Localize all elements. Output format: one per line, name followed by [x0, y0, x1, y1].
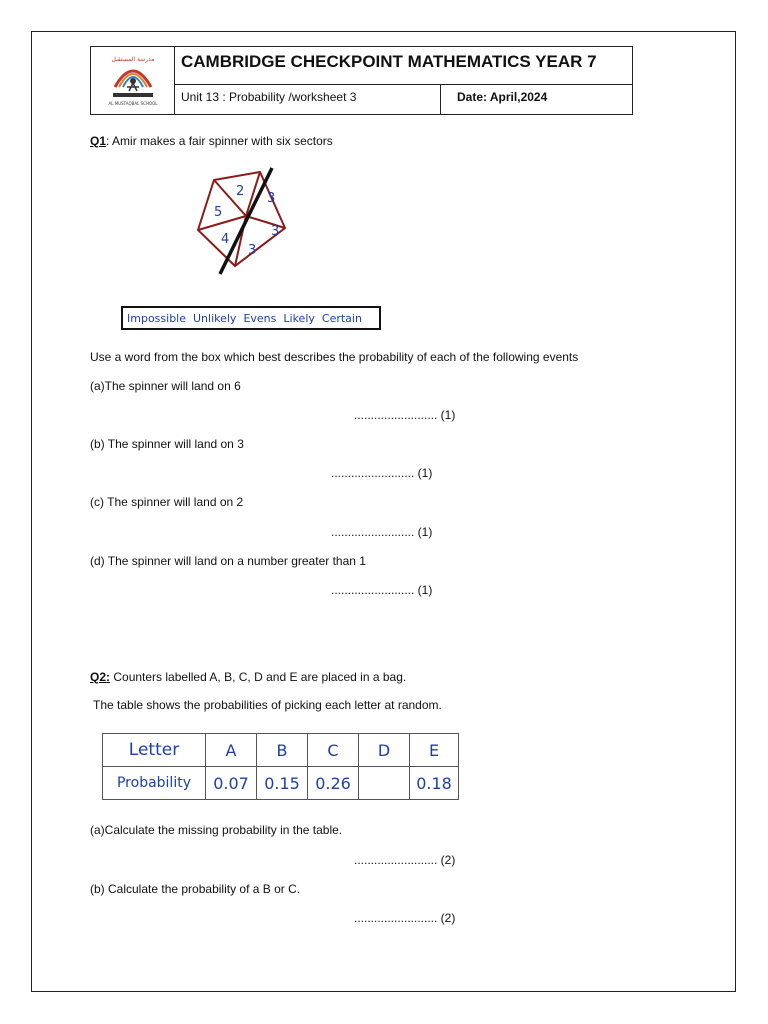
table-cell: 0.15: [257, 767, 308, 800]
table-cell: B: [257, 734, 308, 767]
q1-text: : Amir makes a fair spinner with six sectors: [106, 134, 333, 148]
probability-word-box: [121, 306, 381, 330]
table-cell: D: [359, 734, 410, 767]
word-certain: Certain: [321, 311, 362, 325]
table-cell: E: [410, 734, 459, 767]
answer-line: ......................... (1): [331, 583, 433, 597]
answer-line: ......................... (1): [354, 408, 456, 422]
table-cell: C: [308, 734, 359, 767]
table-cell: 0.07: [206, 767, 257, 800]
word-impossible: Impossible: [127, 311, 186, 325]
table-cell: 0.26: [308, 767, 359, 800]
table-header-letter: Letter: [103, 734, 206, 767]
table-row: [103, 767, 459, 800]
q1-part-b: (b) The spinner will land on 3: [90, 437, 244, 451]
q2-table-intro: The table shows the probabilities of picking each letter at random.: [93, 698, 442, 712]
table-cell: A: [206, 734, 257, 767]
q2-text: Counters labelled A, B, C, D and E are placed in a bag.: [110, 670, 407, 684]
word-evens: Evens: [243, 311, 277, 325]
spinner-sector-label: 3: [248, 243, 257, 258]
word-unlikely: Unlikely: [193, 311, 237, 325]
worksheet-title: CAMBRIDGE CHECKPOINT MATHEMATICS YEAR 7: [175, 47, 632, 85]
q1-part-a: (a)The spinner will land on 6: [90, 379, 241, 393]
table-cell-missing: [359, 767, 410, 800]
school-logo: [91, 47, 175, 114]
probability-table: [102, 733, 459, 800]
answer-line: ......................... (1): [331, 525, 433, 539]
spinner-sector-label: 4: [221, 232, 230, 247]
q1-part-c: (c) The spinner will land on 2: [90, 495, 244, 509]
date-label: Date: April,2024: [457, 90, 548, 104]
spinner-sector-label: 3: [267, 191, 276, 206]
q2-part-b: (b) Calculate the probability of a B or C.: [90, 882, 301, 896]
spinner-sector-label: 2: [236, 184, 245, 199]
answer-line: ......................... (1): [331, 466, 433, 480]
svg-text:مدرسة المستقبل: مدرسة المستقبل: [111, 56, 155, 63]
worksheet-header: [90, 46, 633, 115]
spinner-sector-label: 3: [271, 224, 280, 239]
answer-line: ......................... (2): [354, 853, 456, 867]
q2-prompt: [90, 670, 406, 684]
table-cell: 0.18: [410, 767, 459, 800]
q1-instruction: Use a word from the box which best describes the probability of each of the following events: [90, 350, 579, 364]
spinner-diagram: [190, 160, 290, 280]
q1-label: Q1: [90, 134, 107, 148]
table-header-probability: Probability: [103, 767, 206, 800]
q2-part-a: (a)Calculate the missing probability in the table.: [90, 823, 343, 837]
spinner-sector-label: 5: [214, 205, 223, 220]
answer-line: ......................... (2): [354, 911, 456, 925]
table-row: [103, 734, 459, 767]
page-border: [31, 31, 736, 992]
q2-label: Q2:: [90, 670, 111, 684]
q1-prompt: [90, 134, 333, 148]
q1-part-d: (d) The spinner will land on a number greater than 1: [90, 554, 366, 568]
unit-label: Unit 13 : Probability /worksheet 3: [175, 85, 441, 114]
svg-text:AL MUSTAQBAL SCHOOL: AL MUSTAQBAL SCHOOL: [108, 101, 158, 106]
word-likely: Likely: [283, 311, 315, 325]
